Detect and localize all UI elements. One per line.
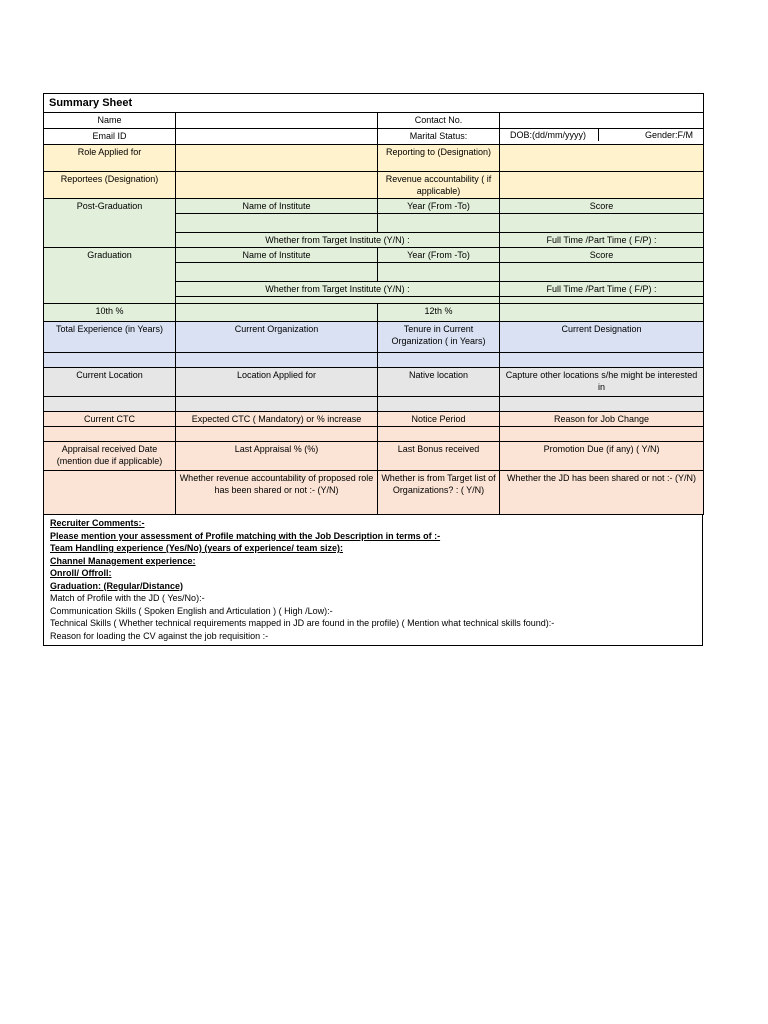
comment-line: Communication Skills ( Spoken English and Articulation ) ( High /Low):-	[50, 605, 333, 616]
pg-score-field[interactable]	[500, 214, 704, 233]
notice-period-label: Notice Period	[378, 412, 500, 427]
grad-year-label: Year (From -To)	[378, 248, 500, 263]
current-location-label: Current Location	[44, 368, 176, 397]
grad-score-label: Score	[500, 248, 704, 263]
reportees-label: Reportees (Designation)	[44, 172, 176, 199]
total-experience-label: Total Experience (in Years)	[44, 322, 176, 353]
comment-line: Onroll/ Offroll:	[50, 568, 112, 578]
pg-target-institute-label: Whether from Target Institute (Y/N) :	[176, 233, 500, 248]
grad-fulltime-label: Full Time /Part Time ( F/P) :	[500, 282, 704, 297]
revenue-accountability-label: Revenue accountability ( if applicable)	[378, 172, 500, 199]
graduation-label: Graduation	[44, 248, 176, 304]
other-locations-label: Capture other locations s/he might be interested in	[500, 368, 704, 397]
last-bonus-label: Last Bonus received	[378, 442, 500, 471]
appraisal-date-field[interactable]	[44, 471, 176, 515]
appraisal-date-label: Appraisal received Date (mention due if applicable)	[44, 442, 176, 471]
tenth-percent-field[interactable]	[176, 304, 378, 322]
jd-shared-label: Whether the JD has been shared or not :- (Y/N)	[500, 471, 704, 515]
location-applied-label: Location Applied for	[176, 368, 378, 397]
name-field[interactable]	[176, 113, 378, 129]
expected-ctc-label: Expected CTC ( Mandatory) or % increase	[176, 412, 378, 427]
post-graduation-label: Post-Graduation	[44, 199, 176, 248]
promotion-due-label: Promotion Due (if any) ( Y/N)	[500, 442, 704, 471]
recruiter-comments	[43, 515, 703, 646]
total-experience-field[interactable]	[44, 353, 176, 368]
pg-year-field[interactable]	[378, 214, 500, 233]
twelfth-percent-label: 12th %	[378, 304, 500, 322]
grad-target-institute-label: Whether from Target Institute (Y/N) :	[176, 282, 500, 297]
grad-institute-field[interactable]	[176, 263, 378, 282]
comment-line: Please mention your assessment of Profile matching with the Job Description in terms of :-	[50, 530, 441, 541]
reason-job-change-label: Reason for Job Change	[500, 412, 704, 427]
current-location-field[interactable]	[44, 397, 176, 412]
tenure-label: Tenure in Current Organization ( in Years)	[378, 322, 500, 353]
sheet-title: Summary Sheet	[44, 94, 704, 113]
comment-line: Technical Skills ( Whether technical requirements mapped in JD are found in the profile) ( Mention what technical skills found):-	[50, 618, 555, 628]
grad-institute-label: Name of Institute	[176, 248, 378, 263]
tenth-percent-label: 10th %	[44, 304, 176, 322]
gender-label: Gender:F/M	[598, 129, 703, 141]
grad-spacer	[176, 297, 500, 304]
twelfth-percent-field[interactable]	[500, 304, 704, 322]
comment-line: Match of Profile with the JD ( Yes/No):-	[50, 593, 205, 603]
tenure-field[interactable]	[378, 353, 500, 368]
reporting-to-field[interactable]	[500, 145, 704, 172]
grad-spacer-right	[500, 297, 704, 304]
last-appraisal-label: Last Appraisal % (%)	[176, 442, 378, 471]
reportees-field[interactable]	[176, 172, 378, 199]
comment-line: Recruiter Comments:-	[50, 518, 145, 528]
location-applied-field[interactable]	[176, 397, 378, 412]
dob-gender-cell	[500, 129, 704, 145]
current-organization-label: Current Organization	[176, 322, 378, 353]
dob-label: DOB:(dd/mm/yyyy)	[510, 130, 587, 140]
grad-score-field[interactable]	[500, 263, 704, 282]
pg-year-label: Year (From -To)	[378, 199, 500, 214]
current-ctc-field[interactable]	[44, 427, 176, 442]
role-applied-label: Role Applied for	[44, 145, 176, 172]
comment-line: Reason for loading the CV against the job requisition :-	[50, 630, 269, 641]
comment-line: Team Handling experience (Yes/No) (years of experience/ team size):	[50, 543, 343, 553]
contact-field[interactable]	[500, 113, 704, 129]
pg-institute-field[interactable]	[176, 214, 378, 233]
current-ctc-label: Current CTC	[44, 412, 176, 427]
pg-institute-label: Name of Institute	[176, 199, 378, 214]
contact-label: Contact No.	[378, 113, 500, 129]
role-applied-field[interactable]	[176, 145, 378, 172]
pg-score-label: Score	[500, 199, 704, 214]
current-designation-label: Current Designation	[500, 322, 704, 353]
revenue-shared-label: Whether revenue accountability of proposed role has been shared or not :- (Y/N)	[176, 471, 378, 515]
other-locations-field[interactable]	[500, 397, 704, 412]
summary-sheet	[43, 93, 703, 646]
pg-fulltime-label: Full Time /Part Time ( F/P) :	[500, 233, 704, 248]
native-location-field[interactable]	[378, 397, 500, 412]
reason-job-change-field[interactable]	[500, 427, 704, 442]
native-location-label: Native location	[378, 368, 500, 397]
notice-period-field[interactable]	[378, 427, 500, 442]
comment-line: Channel Management experience:	[50, 555, 196, 566]
reporting-to-label: Reporting to (Designation)	[378, 145, 500, 172]
grad-year-field[interactable]	[378, 263, 500, 282]
target-organization-label: Whether is from Target list of Organizations? : ( Y/N)	[378, 471, 500, 515]
email-field[interactable]	[176, 129, 378, 145]
revenue-accountability-field[interactable]	[500, 172, 704, 199]
marital-status-label: Marital Status:	[378, 129, 500, 145]
name-label: Name	[44, 113, 176, 129]
current-designation-field[interactable]	[500, 353, 704, 368]
comment-line: Graduation: (Regular/Distance)	[50, 580, 184, 591]
current-organization-field[interactable]	[176, 353, 378, 368]
summary-form-table	[43, 93, 704, 515]
expected-ctc-field[interactable]	[176, 427, 378, 442]
email-label: Email ID	[44, 129, 176, 145]
